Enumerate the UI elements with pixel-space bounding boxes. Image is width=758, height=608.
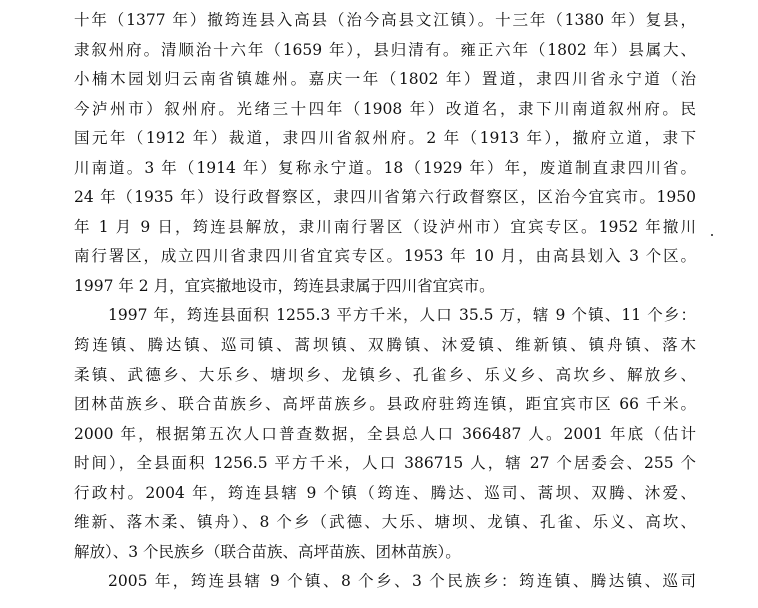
text-line: 年 1 月 9 日，筠连县解放，隶川南行署区（设泸州市）宜宾专区。1952 年撤川 xyxy=(74,217,696,236)
text-line: 行政村。2004 年，筠连县辖 9 个镇（筠连、腾达、巡司、蒿坝、双腾、沐爱、 xyxy=(74,483,696,502)
text-line: 2000 年，根据第五次人口普查数据，全县总人口 366487 人。2001 年底（估计 xyxy=(74,424,696,443)
text-line: 1997 年 2 月，宜宾撤地设市，筠连县隶属于四川省宜宾市。 xyxy=(74,276,495,295)
text-line: 24 年（1935 年）设行政督察区，隶四川省第六行政督察区，区治今宜宾市。1950 xyxy=(74,188,696,207)
text-line: 国元年（1912 年）裁道，隶四川省叙州府。2 年（1913 年），撤府立道，隶下 xyxy=(74,129,696,148)
body-text xyxy=(74,6,696,597)
text-line: 维新、落木柔、镇舟）、8 个乡（武德、大乐、塘坝、龙镇、孔雀、乐义、高坎、 xyxy=(74,513,696,532)
scan-speck xyxy=(711,234,713,236)
text-line: 今泸州市）叙州府。光绪三十四年（1908 年）改道名，隶下川南道叙州府。民 xyxy=(74,99,696,118)
text-line: 时间），全县面积 1256.5 平方千米，人口 386715 人，辖 27 个居委会、255 个 xyxy=(74,454,696,473)
text-line: 柔镇、武德乡、大乐乡、塘坝乡、龙镇乡、孔雀乡、乐义乡、高坎乡、解放乡、 xyxy=(74,365,696,384)
text-line: 隶叙州府。清顺治十六年（1659 年），县归清有。雍正六年（1802 年）县属大、 xyxy=(74,40,696,59)
paragraph-first-line: 1997 年，筠连县面积 1255.3 平方千米，人口 35.5 万，辖 9 个镇、11 个乡： xyxy=(108,306,696,325)
text-line: 解放）、3 个民族乡（联合苗族、高坪苗族、团林苗族）。 xyxy=(74,542,461,561)
text-line: 川南道。3 年（1914 年）复称永宁道。18（1929 年）年，废道制直隶四川省。 xyxy=(74,158,696,177)
text-line: 团林苗族乡、联合苗族乡、高坪苗族乡。县政府驻筠连镇，距宜宾市区 66 千米。 xyxy=(74,395,696,414)
text-line: 南行署区，成立四川省隶四川省宜宾专区。1953 年 10 月，由高县划入 3 个区。 xyxy=(74,247,696,266)
text-line: 十年（1377 年）撤筠连县入高县（治今高县文江镇）。十三年（1380 年）复县， xyxy=(74,11,696,29)
text-line: 小楠木园划归云南省镇雄州。嘉庆一年（1802 年）置道，隶四川省永宁道（治 xyxy=(74,70,696,89)
text-line: 筠连镇、腾达镇、巡司镇、蒿坝镇、双腾镇、沐爱镇、维新镇、镇舟镇、落木 xyxy=(74,336,696,355)
paragraph-first-line: 2005 年，筠连县辖 9 个镇、8 个乡、3 个民族乡：筠连镇、腾达镇、巡司 xyxy=(108,572,696,591)
